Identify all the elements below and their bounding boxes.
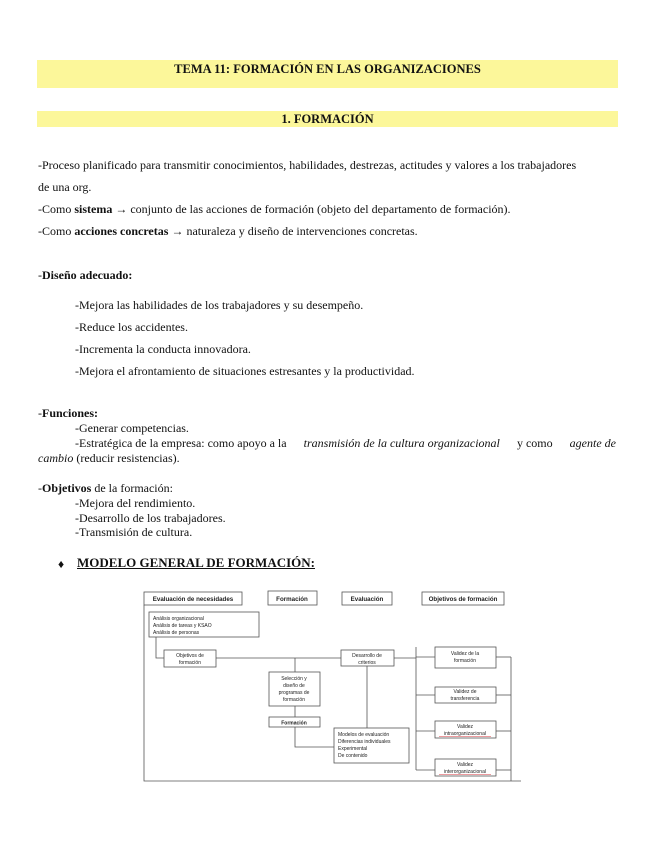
definition-line-1: -Proceso planificado para transmitir conocimientos, habilidades, destrezas, actitudes y valores a los trabajadores (38, 158, 577, 172)
document-title: TEMA 11: FORMACIÓN EN LAS ORGANIZACIONES (37, 60, 618, 88)
modelos-text: Diferencias individuales (338, 739, 391, 745)
analisis-line: Análisis organizacional (153, 616, 204, 622)
definition-line-2: de una org. (38, 180, 92, 194)
funciones-heading: -Funciones: (38, 406, 99, 420)
analisis-line: Análisis de personas (153, 630, 200, 636)
seleccion-text: programas de (278, 690, 310, 696)
acciones-line: -Como acciones concretas → naturaleza y diseño de intervenciones concretas. (38, 224, 418, 238)
desarrollo-criterios-text: criterios (358, 660, 376, 666)
header-evaluacion-necesidades: Evaluación de necesidades (152, 596, 234, 603)
seleccion-text: diseño de (283, 683, 305, 689)
validez-text: transferencia (450, 696, 480, 702)
seleccion-text: formación (283, 697, 305, 703)
validez-text: Validez de la (450, 651, 480, 657)
modelos-text: De contenido (338, 753, 368, 759)
objetivos-item: -Desarrollo de los trabajadores. (75, 511, 226, 525)
objetivos-item: -Mejora del rendimiento. (75, 496, 196, 510)
objetivos-formacion-text: Objetivos de (176, 653, 204, 659)
diseno-item: -Incrementa la conducta innovadora. (75, 342, 251, 356)
funciones-item-estrategica: -Estratégica de la empresa: como apoyo a la transmisión de la cultura organizacional y como agente de cambio (reducir resistencias). (38, 436, 616, 465)
objetivos-heading: -Objetivos de la formación: (38, 481, 173, 495)
validez-text: Validez (456, 762, 474, 768)
sistema-line: -Como sistema → conjunto de las acciones de formación (objeto del departamento de formación). (38, 202, 511, 216)
objetivos-formacion-text: formación (179, 660, 201, 666)
objetivos-item: -Transmisión de cultura. (75, 525, 193, 539)
seleccion-text: Selección y (281, 676, 307, 682)
formacion-box-text: Formación (281, 720, 307, 727)
diseno-item: -Mejora las habilidades de los trabajadores y su desempeño. (75, 298, 364, 312)
modelos-text: Experimental (338, 746, 368, 752)
analisis-line: Análisis de tareas y KSAO (153, 623, 212, 629)
header-objetivos-formacion: Objetivos de formación (428, 596, 498, 603)
header-evaluacion: Evaluación (350, 596, 384, 603)
training-model-diagram (141, 585, 521, 785)
validez-text: Validez (456, 724, 474, 730)
modelos-text: Modelos de evaluación (338, 732, 390, 738)
header-formacion: Formación (276, 596, 308, 603)
diseno-heading: -Diseño adecuado: (38, 268, 133, 282)
diamond-bullet-icon: ♦ (58, 557, 65, 571)
diseno-item: -Mejora el afrontamiento de situaciones estresantes y la productividad. (75, 364, 415, 378)
section-heading-formacion: 1. FORMACIÓN (37, 111, 618, 127)
modelo-heading: MODELO GENERAL DE FORMACIÓN: (77, 555, 315, 570)
validez-text-underlined: intraorganizacional (444, 731, 486, 737)
validez-text-underlined: interorganizacional (444, 769, 486, 775)
diseno-item: -Reduce los accidentes. (75, 320, 188, 334)
desarrollo-criterios-text: Desarrollo de (352, 653, 382, 659)
validez-text: formación (454, 658, 476, 664)
funciones-item: -Generar competencias. (75, 421, 189, 435)
validez-text: Validez de (453, 689, 477, 695)
